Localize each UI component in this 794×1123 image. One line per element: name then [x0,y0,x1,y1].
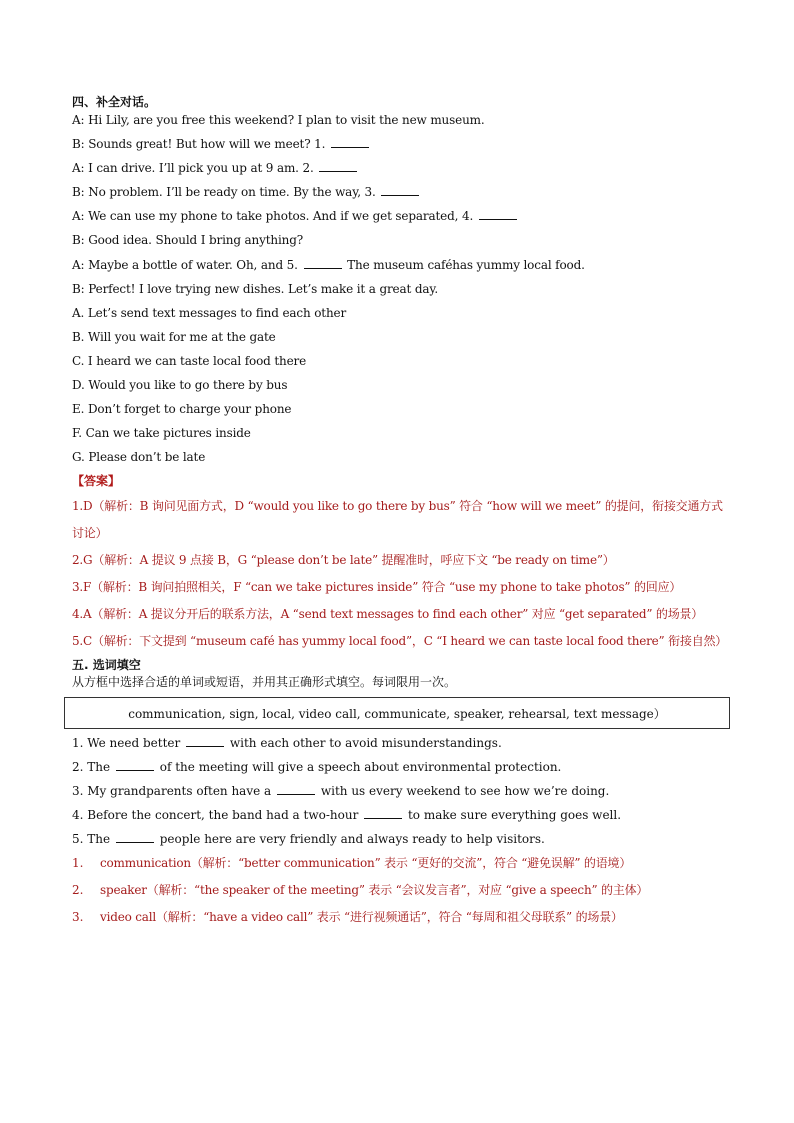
answer-explanation: 3.F（解析：B 询问拍照相关，F “can we take pictures inside” 符合 “use my phone to take photos” 的回应） [72,580,682,595]
fill-question [72,759,732,775]
answer-explanation: 2.G（解析：A 提议 9 点接 B，G “please don’t be late” 提醒准时，呼应下文 “be ready on time”） [72,553,615,568]
dialogue-line [72,257,732,273]
question-text: 2. The [72,760,111,775]
section-5-heading: 五. 选词填空 [72,658,141,673]
section-4-heading: 四、补全对话。 [72,95,157,109]
answer-blank[interactable] [331,136,369,148]
dialogue-text: A: I can drive. I’ll pick you up at 9 am. 2. [72,161,314,176]
fill-question [72,807,732,823]
dialogue-text: B: Sounds great! But how will we meet? 1. [72,137,326,152]
dialogue-text: B: No problem. I’ll be ready on time. By the way, 3. [72,185,376,200]
option-item: B. Will you wait for me at the gate [72,329,276,344]
option-item: G. Please don’t be late [72,450,206,465]
answer-blank[interactable] [116,831,154,843]
dialogue-line [72,281,732,297]
word-box [64,697,730,729]
answer-blank[interactable] [304,257,342,269]
answer-explanation: 4.A（解析：A 提议分开后的联系方法，A “send text messages to find each other” 对应 “get separated” 的场景） [72,607,704,622]
worksheet-page [72,94,732,936]
answer-blank[interactable] [364,807,402,819]
answer-text: speaker（解析：“the speaker of the meeting” 表示 “会议发言者”，对应 “give a speech” 的主体） [100,883,649,898]
answer-tag: 【答案】 [72,474,121,489]
option-list [72,305,732,466]
answer-explanation [72,909,732,925]
question-text-after: of the meeting will give a speech about environmental protection. [155,760,562,775]
dialogue-line [72,160,732,176]
answer-blank[interactable] [319,160,357,172]
question-text: 5. The [72,832,111,847]
dialogue-line [72,208,732,224]
section-5-instruction: 从方框中选择合适的单词或短语，并用其正确形式填空。每词限用一次。 [72,675,457,690]
dialogue-text: B: Good idea. Should I bring anything? [72,233,304,248]
dialogue-text-after: The museum caféhas yummy local food. [343,257,585,272]
answer-list [72,493,732,655]
dialogue-text: A: We can use my phone to take photos. And if we get separated, 4. [72,209,474,224]
answer-explanation: 5.C（解析：下文提到 “museum café has yummy local food”，C “I heard we can taste local food there” 衔接自然） [72,634,728,649]
answer-number: 1. [72,856,84,871]
fill-question-list [72,735,732,847]
answer-number: 2. [72,883,84,898]
question-text-after: with us every weekend to see how we’re doing. [317,784,610,799]
dialogue-line [72,136,732,152]
question-text-after: people here are very friendly and always ready to help visitors. [155,832,545,847]
fill-question [72,831,732,847]
word-box-text: communication, sign, local, video call, communicate, speaker, rehearsal, text message） [128,706,666,721]
answer-explanation [72,855,732,871]
option-item: D. Would you like to go there by bus [72,378,288,393]
dialogue-text: A: Maybe a bottle of water. Oh, and 5. [72,257,298,272]
answer-blank[interactable] [186,735,224,747]
dialogue [72,112,732,297]
question-text: 3. My grandparents often have a [72,784,272,799]
question-text: 4. Before the concert, the band had a two-hour [72,808,359,823]
option-item: C. I heard we can taste local food there [72,353,307,368]
dialogue-line [72,112,732,128]
dialogue-line [72,184,732,200]
question-text: 1. We need better [72,736,181,751]
answer-explanation: 1.D（解析：B 询问见面方式，D “would you like to go there by bus” 符合 “how will we meet” 的提问，衔接交通方式讨论） [72,499,723,541]
question-text-after: with each other to avoid misunderstandings. [226,736,502,751]
section-5-answer-list [72,855,732,925]
option-item: F. Can we take pictures inside [72,426,251,441]
fill-question [72,735,732,751]
answer-blank[interactable] [277,783,315,795]
answer-blank[interactable] [381,184,419,196]
fill-question [72,783,732,799]
option-item: E. Don’t forget to charge your phone [72,402,292,417]
answer-text: video call（解析：“have a video call” 表示 “进行视频通话”，符合 “每周和祖父母联系” 的场景） [100,910,623,925]
answer-text: communication（解析：“better communication” 表示 “更好的交流”，符合 “避免误解” 的语境） [100,856,632,871]
answer-number: 3. [72,910,84,925]
option-item: A. Let’s send text messages to find each other [72,305,347,320]
question-text-after: to make sure everything goes well. [404,808,622,823]
dialogue-text: B: Perfect! I love trying new dishes. Let’s make it a great day. [72,281,439,296]
answer-explanation [72,882,732,898]
dialogue-text: A: Hi Lily, are you free this weekend? I plan to visit the new museum. [72,113,485,127]
answer-blank[interactable] [479,208,517,220]
dialogue-line [72,232,732,248]
answer-blank[interactable] [116,759,154,771]
